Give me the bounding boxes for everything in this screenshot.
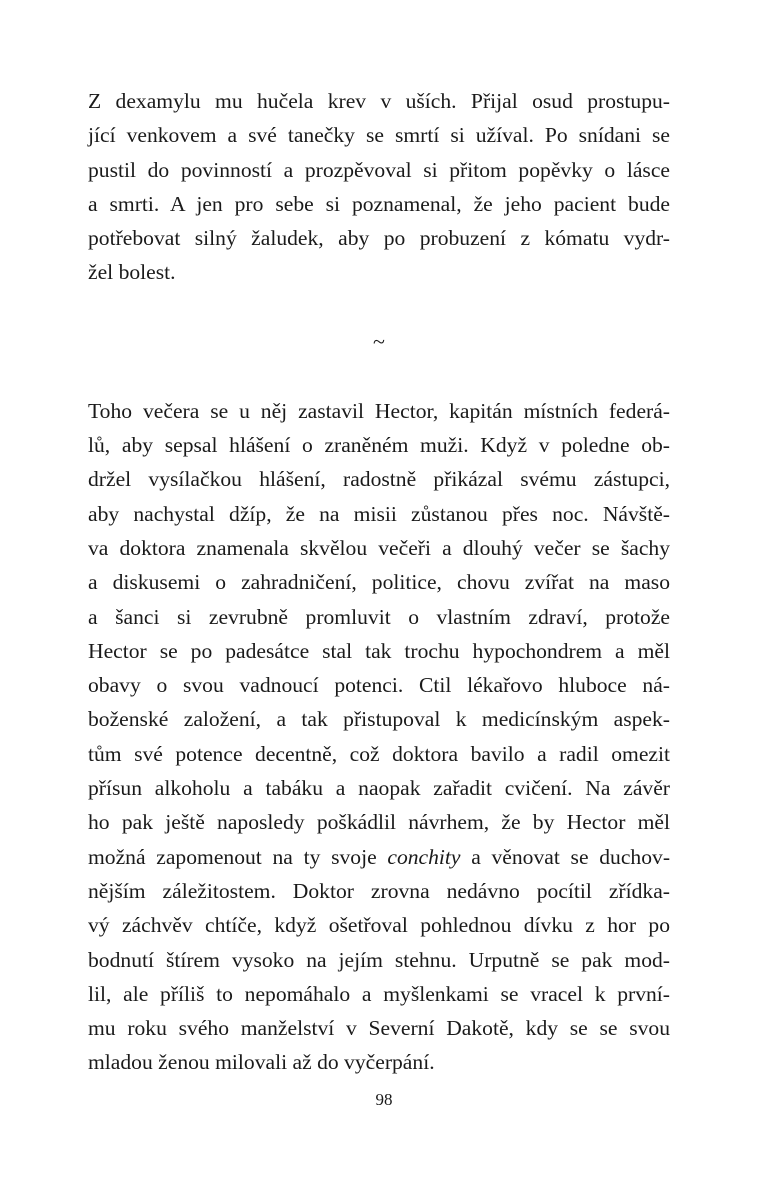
- text-line: va doktora znamenala skvělou večeři a dlouhý večer se šachy: [88, 535, 670, 560]
- page-body: [88, 84, 670, 1080]
- italic-word: conchity: [387, 844, 461, 869]
- text-line: vý záchvěv chtíče, když ošetřoval pohlednou dívku z hor po: [88, 913, 670, 938]
- line-segment: a věnovat se duchov-: [460, 844, 671, 869]
- text-line: Toho večera se u něj zastavil Hector, kapitán místních federá-: [88, 398, 670, 423]
- text-line: mu roku svého manželství v Severní Dakotě, kdy se se svou: [88, 1016, 670, 1041]
- text-line: Hector se po padesátce stal tak trochu hypochondrem a měl: [88, 638, 670, 663]
- text-line: a diskusemi o zahradničení, politice, chovu zvířat na maso: [88, 570, 670, 595]
- text-line: ho pak ještě naposledy poškádlil návrhem, že by Hector měl: [88, 810, 670, 835]
- text-line: pustil do povinností a prozpěvoval si přitom popěvky o lásce: [88, 157, 670, 182]
- text-line: nějším záležitostem. Doktor zrovna nedávno pocítil zřídka-: [88, 878, 670, 903]
- paragraph-1: [88, 84, 670, 290]
- text-line: aby nachystal džíp, že na misii zůstanou přes noc. Návště-: [88, 501, 670, 526]
- text-line: obavy o svou vadnoucí potenci. Ctil lékařovo hluboce ná-: [88, 673, 670, 698]
- text-line: lů, aby sepsal hlášení o zraněném muži. Když v poledne ob-: [88, 433, 670, 458]
- text-line: Z dexamylu mu hučela krev v uších. Přijal osud prostupu-: [88, 89, 670, 113]
- text-line: mladou ženou milovali až do vyčerpání.: [88, 1050, 435, 1075]
- paragraph-1-text: [88, 84, 670, 290]
- text-line: potřebovat silný žaludek, aby po probuzení z kómatu vydr-: [88, 226, 670, 251]
- text-line: lil, ale příliš to nepomáhalo a myšlenkami se vracel k první-: [88, 981, 670, 1006]
- text-line: boženské založení, a tak přistupoval k medicínským aspek-: [88, 707, 670, 732]
- text-line: jící venkovem a své tanečky se smrtí si užíval. Po snídani se: [88, 123, 670, 148]
- text-line: držel vysílačkou hlášení, radostně přikázal svému zástupci,: [88, 467, 670, 492]
- text-line: žel bolest.: [88, 260, 176, 285]
- text-line: přísun alkoholu a tabáku a naopak zařadit cvičení. Na závěr: [88, 776, 670, 801]
- text-line: a šanci si zevrubně promluvit o vlastním zdraví, protože: [88, 604, 670, 629]
- section-divider: ~: [373, 328, 385, 354]
- page-number: 98: [375, 1090, 393, 1109]
- line-segment: možná zapomenout na ty svoje: [88, 844, 388, 869]
- paragraph-2: [88, 394, 670, 1080]
- text-line-with-italic: [88, 840, 670, 874]
- text-line: a smrti. A jen pro sebe si poznamenal, že jeho pacient bude: [88, 191, 670, 216]
- text-line: tům své potence decentně, což doktora bavilo a radil omezit: [88, 741, 670, 766]
- text-line: bodnutí štírem vysoko na jejím stehnu. Urputně se pak mod-: [88, 947, 670, 972]
- paragraph-2-text: [88, 394, 670, 1080]
